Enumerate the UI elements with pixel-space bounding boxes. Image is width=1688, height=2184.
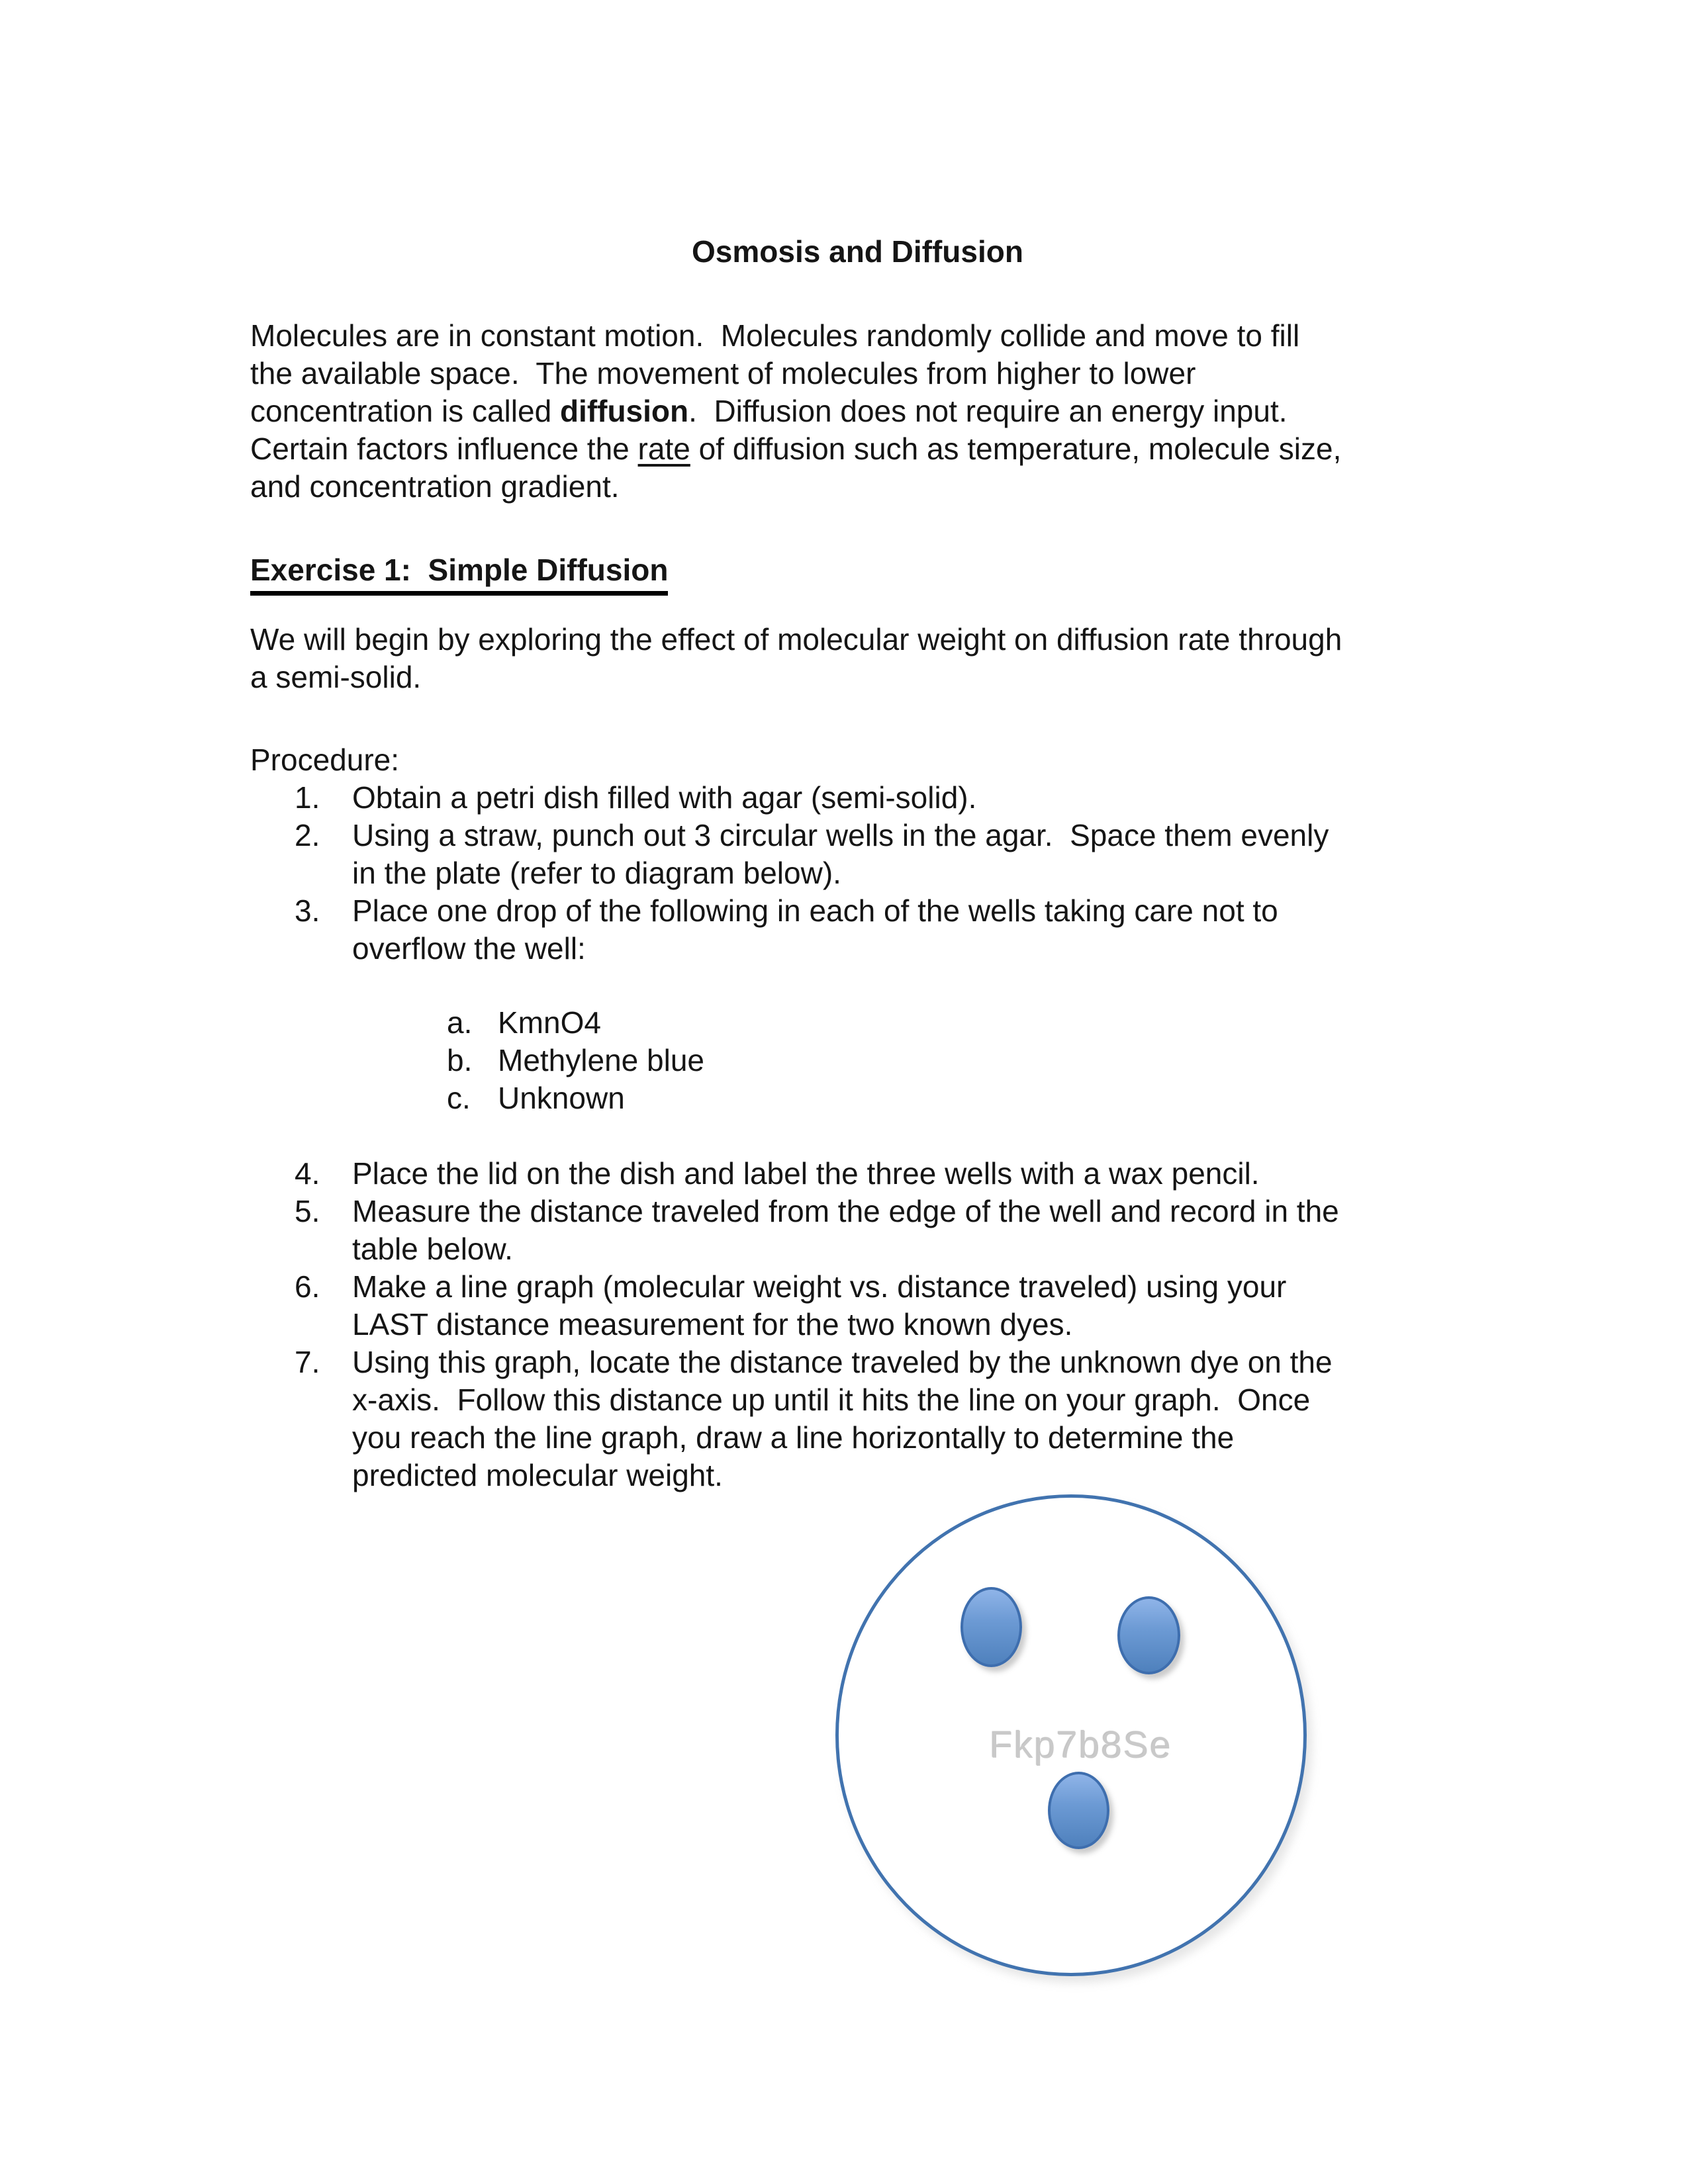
list-marker: 6. [295, 1269, 320, 1304]
text-segment: Certain factors influence the [250, 432, 638, 466]
list-item-text: Obtain a petri dish filled with agar (semi-solid). [352, 780, 977, 815]
page-title: Osmosis and Diffusion [692, 234, 1023, 269]
list-item-2-continued [250, 854, 1508, 892]
list-item-text: Place the lid on the dish and label the three wells with a wax pencil. [352, 1156, 1260, 1191]
text-line: the available space. The movement of molecules from higher to lower [250, 356, 1196, 390]
list-item-text: Using a straw, punch out 3 circular wells in the agar. Space them evenly [352, 818, 1329, 852]
petri-dish-diagram [835, 1494, 1307, 1976]
list-item-text: you reach the line graph, draw a line horizontally to determine the [352, 1420, 1235, 1455]
list-item-6 [250, 1268, 1508, 1306]
agar-well-top-right [1117, 1596, 1180, 1674]
intro-paragraph [250, 317, 1508, 506]
text-line [250, 430, 1508, 468]
list-item-3 [250, 892, 1508, 930]
list-marker: 1. [295, 780, 320, 815]
list-item-text: Make a line graph (molecular weight vs. distance traveled) using your [352, 1269, 1287, 1304]
watermark-text: Fkp7b8Se [990, 1724, 1172, 1766]
text-line: We will begin by exploring the effect of molecular weight on diffusion rate through [250, 622, 1342, 657]
list-marker: 2. [295, 818, 320, 852]
sublist-item-b [250, 1042, 1508, 1079]
list-item-text: in the plate (refer to diagram below). [352, 856, 841, 890]
agar-well-top-left [961, 1587, 1022, 1667]
list-item-text: Methylene blue [498, 1043, 704, 1077]
text-segment: of diffusion such as temperature, molecule size, [690, 432, 1342, 466]
text-line: and concentration gradient. [250, 469, 620, 504]
procedure-label: Procedure: [250, 743, 400, 777]
procedure-list-items-1-3 [250, 779, 1508, 968]
list-item-text: predicted molecular weight. [352, 1458, 723, 1492]
list-item-text: Measure the distance traveled from the edge of the well and record in the [352, 1194, 1339, 1228]
list-marker: a. [447, 1005, 473, 1040]
list-item-5-continued [250, 1230, 1508, 1268]
text-line [250, 392, 1508, 430]
list-item-text: KmnO4 [498, 1005, 601, 1040]
sublist-item-c [250, 1079, 1508, 1117]
list-marker: b. [447, 1043, 473, 1077]
list-item-7-continued [250, 1381, 1508, 1419]
list-item-text: Place one drop of the following in each of the wells taking care not to [352, 893, 1278, 928]
list-item-7 [250, 1343, 1508, 1381]
text-line: a semi-solid. [250, 660, 422, 694]
list-item-text: Using this graph, locate the distance traveled by the unknown dye on the [352, 1345, 1333, 1379]
underlined-term-rate: rate [637, 432, 690, 466]
text-segment: . Diffusion does not require an energy input. [688, 394, 1288, 428]
list-item-5 [250, 1193, 1508, 1230]
list-item-1 [250, 779, 1508, 817]
text-line: Molecules are in constant motion. Molecules randomly collide and move to fill [250, 318, 1300, 353]
list-marker: 3. [295, 893, 320, 928]
list-item-7-continued [250, 1457, 1508, 1494]
text-segment: concentration is called [250, 394, 560, 428]
list-item-text: LAST distance measurement for the two known dyes. [352, 1307, 1073, 1342]
list-marker: 7. [295, 1345, 320, 1379]
list-item-2 [250, 817, 1508, 854]
exercise-heading [250, 551, 1508, 596]
agar-well-bottom [1048, 1772, 1109, 1849]
list-marker: 4. [295, 1156, 320, 1191]
list-item-text: overflow the well: [352, 931, 586, 966]
exercise-intro-paragraph [250, 621, 1508, 696]
list-marker: 5. [295, 1194, 320, 1228]
reagent-sublist [250, 1004, 1508, 1117]
sublist-item-a [250, 1004, 1508, 1042]
list-item-3-continued [250, 930, 1508, 968]
list-item-7-continued [250, 1419, 1508, 1457]
list-item-4 [250, 1155, 1508, 1193]
list-item-text: table below. [352, 1232, 513, 1266]
procedure-list-items-4-7 [250, 1155, 1508, 1494]
list-item-6-continued [250, 1306, 1508, 1343]
list-marker: c. [447, 1081, 471, 1115]
bold-term-diffusion: diffusion [559, 394, 689, 428]
exercise-heading-text: Exercise 1: Simple Diffusion [250, 551, 668, 596]
list-item-text: x-axis. Follow this distance up until it hits the line on your graph. Once [352, 1383, 1311, 1417]
list-item-text: Unknown [498, 1081, 625, 1115]
